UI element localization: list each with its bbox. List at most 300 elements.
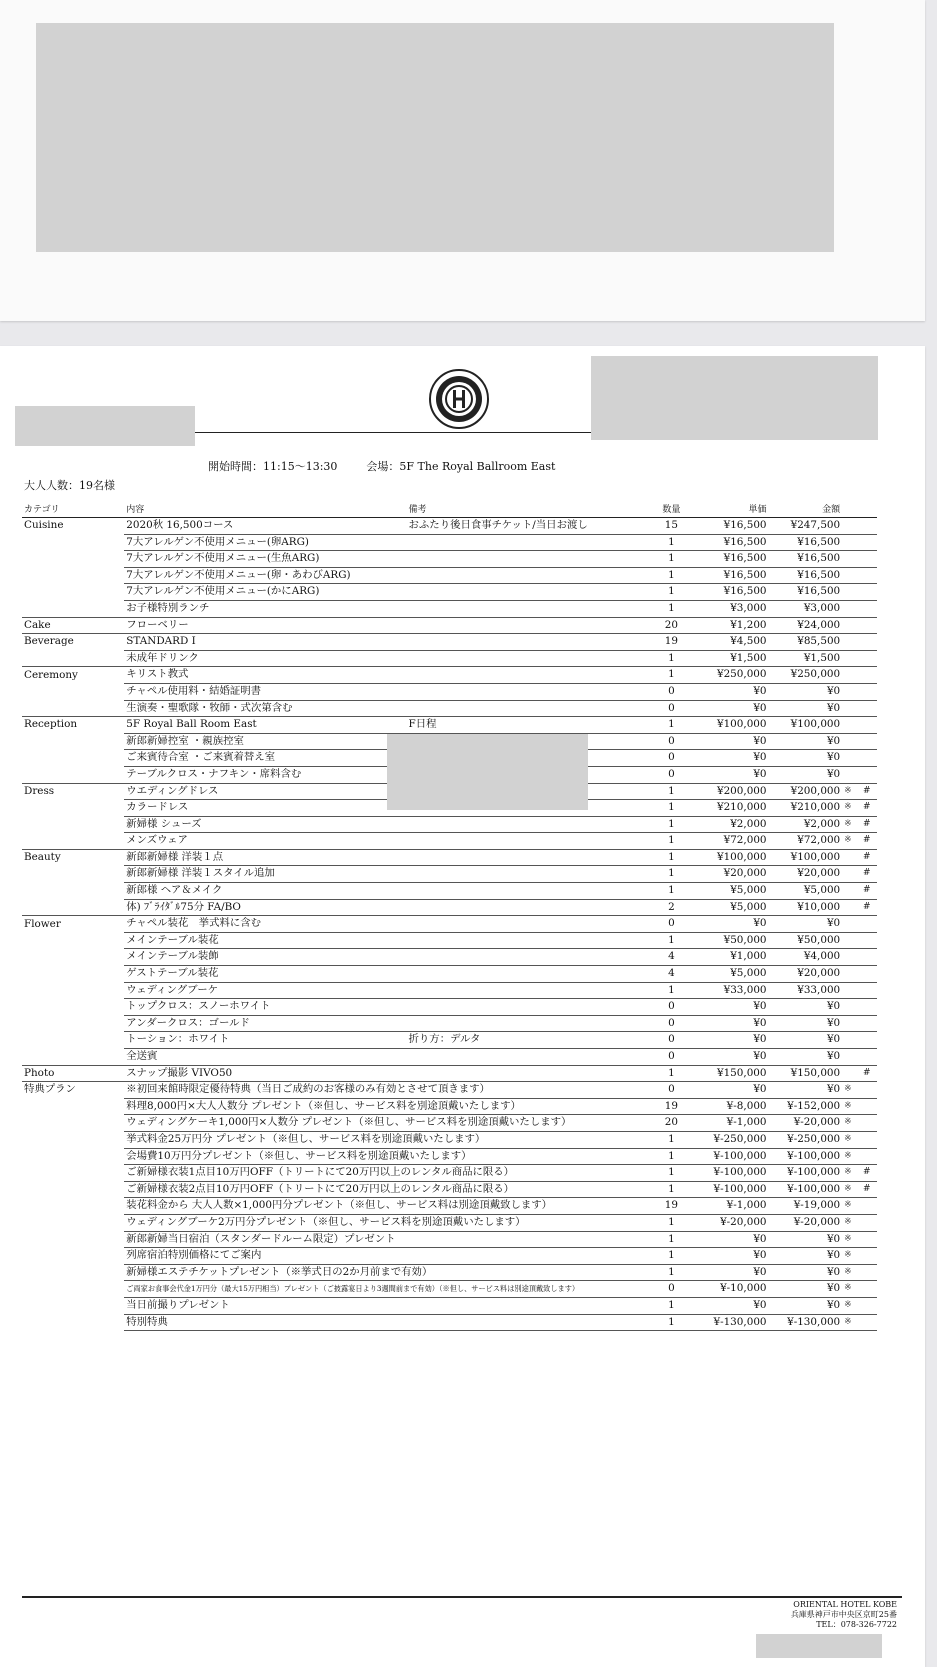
- amount-cell: ¥16,500: [769, 584, 843, 601]
- note-cell: [407, 567, 659, 584]
- mark-cell: [842, 584, 856, 601]
- mark-cell: [842, 567, 856, 584]
- item-cell: ゲストテーブル装花: [124, 966, 406, 983]
- hash-cell: #: [856, 883, 877, 900]
- note-cell: おふたり後日食事チケット/当日お渡し: [407, 518, 659, 535]
- note-cell: [407, 1015, 659, 1032]
- hotel-tel: TEL：078-326-7722: [816, 1620, 897, 1629]
- note-cell: [407, 617, 659, 634]
- qty-cell: 0: [658, 999, 685, 1016]
- note-cell: [407, 584, 659, 601]
- item-cell: ご新婦様衣装2点目10万円OFF（トリートにて20万円以上のレンタル商品に限る）: [124, 1181, 406, 1198]
- qty-cell: 0: [658, 766, 685, 783]
- unit-price-cell: ¥3,000: [685, 600, 769, 617]
- amount-cell: ¥0: [769, 1248, 843, 1265]
- table-row: [22, 949, 877, 966]
- amount-cell: ¥200,000: [769, 783, 843, 800]
- invoice-table: [22, 503, 877, 1331]
- amount-cell: ¥0: [769, 1015, 843, 1032]
- note-cell: [407, 551, 659, 568]
- unit-price-cell: ¥0: [685, 1264, 769, 1281]
- category-cell: [22, 733, 124, 750]
- item-cell: 新郎様 ヘア＆メイク: [124, 883, 406, 900]
- qty-cell: 1: [658, 816, 685, 833]
- hash-cell: #: [856, 833, 877, 850]
- qty-cell: 1: [658, 667, 685, 684]
- mark-cell: ※: [842, 1297, 856, 1314]
- table-row: [22, 1032, 877, 1049]
- item-cell: 会場費10万円分プレゼント（※但し、サービス料を別途頂戴いたします）: [124, 1148, 406, 1165]
- mark-cell: [842, 650, 856, 667]
- table-row: [22, 1214, 877, 1231]
- item-cell: トーション：ホワイト: [124, 1032, 406, 1049]
- note-cell: [407, 899, 659, 916]
- unit-price-cell: ¥0: [685, 1049, 769, 1066]
- unit-price-cell: ¥0: [685, 1082, 769, 1099]
- amount-cell: ¥210,000: [769, 800, 843, 817]
- note-cell: [407, 667, 659, 684]
- mark-cell: ※: [842, 1214, 856, 1231]
- amount-cell: ¥50,000: [769, 932, 843, 949]
- unit-price-cell: ¥0: [685, 683, 769, 700]
- table-header: [22, 503, 877, 518]
- qty-cell: 0: [658, 1281, 685, 1298]
- category-cell: Cuisine: [22, 518, 124, 535]
- qty-cell: 4: [658, 966, 685, 983]
- unit-price-cell: ¥-100,000: [685, 1148, 769, 1165]
- unit-price-cell: ¥0: [685, 999, 769, 1016]
- amount-cell: ¥33,000: [769, 982, 843, 999]
- qty-cell: 1: [658, 1297, 685, 1314]
- amount-cell: ¥24,000: [769, 617, 843, 634]
- qty-cell: 0: [658, 733, 685, 750]
- item-cell: 7大アレルゲン不使用メニュー(卵ARG): [124, 534, 406, 551]
- hotel-name: ORIENTAL HOTEL KOBE: [793, 1600, 897, 1609]
- qty-cell: 20: [658, 1115, 685, 1132]
- qty-cell: 1: [658, 883, 685, 900]
- item-cell: 新婦様 シューズ: [124, 816, 406, 833]
- item-cell: STANDARD I: [124, 634, 406, 651]
- item-cell: メインテーブル装花: [124, 932, 406, 949]
- qty-cell: 1: [658, 932, 685, 949]
- category-cell: [22, 816, 124, 833]
- amount-cell: ¥3,000: [769, 600, 843, 617]
- hash-cell: [856, 932, 877, 949]
- unit-price-cell: ¥16,500: [685, 518, 769, 535]
- qty-cell: 0: [658, 683, 685, 700]
- note-cell: [407, 534, 659, 551]
- mark-cell: [842, 866, 856, 883]
- hash-cell: [856, 1281, 877, 1298]
- category-cell: [22, 932, 124, 949]
- mark-cell: [842, 667, 856, 684]
- item-cell: テーブルクロス・ナフキン・席料含む: [124, 766, 406, 783]
- hash-cell: [856, 1032, 877, 1049]
- item-cell: 料理8,000円×大人人数分 プレゼント（※但し、サービス料を別途頂戴いたします）: [124, 1098, 406, 1115]
- unit-price-cell: ¥100,000: [685, 849, 769, 866]
- amount-cell: ¥20,000: [769, 866, 843, 883]
- qty-cell: 0: [658, 1032, 685, 1049]
- category-cell: Reception: [22, 717, 124, 734]
- note-cell: [407, 916, 659, 933]
- category-cell: [22, 1314, 124, 1331]
- category-cell: [22, 1032, 124, 1049]
- hash-cell: [856, 1314, 877, 1331]
- note-cell: [407, 1049, 659, 1066]
- redacted-footer: [756, 1634, 882, 1658]
- mark-cell: [842, 1065, 856, 1082]
- item-cell: ご新婦様衣装1点目10万円OFF（トリートにて20万円以上のレンタル商品に限る）: [124, 1165, 406, 1182]
- table-row: [22, 1314, 877, 1331]
- mark-cell: [842, 600, 856, 617]
- unit-price-cell: ¥16,500: [685, 551, 769, 568]
- unit-price-cell: ¥2,000: [685, 816, 769, 833]
- note-cell: F日程: [407, 717, 659, 734]
- qty-cell: 0: [658, 750, 685, 767]
- amount-cell: ¥85,500: [769, 634, 843, 651]
- item-cell: 挙式料金25万円分 プレゼント（※但し、サービス料を別途頂戴いたします）: [124, 1131, 406, 1148]
- amount-cell: ¥16,500: [769, 551, 843, 568]
- item-cell: 全送賓: [124, 1049, 406, 1066]
- qty-cell: 1: [658, 1214, 685, 1231]
- unit-price-cell: ¥0: [685, 1248, 769, 1265]
- item-cell: お子様特別ランチ: [124, 600, 406, 617]
- unit-price-cell: ¥16,500: [685, 534, 769, 551]
- qty-cell: 1: [658, 584, 685, 601]
- table-row: [22, 1082, 877, 1099]
- unit-price-cell: ¥5,000: [685, 883, 769, 900]
- qty-cell: 1: [658, 1131, 685, 1148]
- unit-price-cell: ¥200,000: [685, 783, 769, 800]
- unit-price-cell: ¥0: [685, 766, 769, 783]
- hash-cell: [856, 1198, 877, 1215]
- category-cell: [22, 1248, 124, 1265]
- column-header: 備考: [407, 503, 659, 518]
- hash-cell: [856, 1148, 877, 1165]
- mark-cell: [842, 717, 856, 734]
- qty-cell: 1: [658, 1165, 685, 1182]
- qty-cell: 1: [658, 567, 685, 584]
- amount-cell: ¥0: [769, 1281, 843, 1298]
- qty-cell: 1: [658, 982, 685, 999]
- mark-cell: ※: [842, 1165, 856, 1182]
- item-cell: 未成年ドリンク: [124, 650, 406, 667]
- table-row: [22, 1181, 877, 1198]
- qty-cell: 1: [658, 800, 685, 817]
- note-cell: [407, 1065, 659, 1082]
- mark-cell: [842, 518, 856, 535]
- item-cell: 5F Royal Ball Room East: [124, 717, 406, 734]
- redacted-note: [387, 734, 588, 810]
- category-cell: Ceremony: [22, 667, 124, 684]
- qty-cell: 20: [658, 617, 685, 634]
- unit-price-cell: ¥250,000: [685, 667, 769, 684]
- note-cell: [407, 883, 659, 900]
- category-cell: [22, 1015, 124, 1032]
- amount-cell: ¥0: [769, 700, 843, 717]
- amount-cell: ¥-19,000: [769, 1198, 843, 1215]
- category-cell: Beverage: [22, 634, 124, 651]
- hash-cell: [856, 1082, 877, 1099]
- mark-cell: ※: [842, 833, 856, 850]
- item-cell: 生演奏・聖歌隊・牧師・式次第含む: [124, 700, 406, 717]
- note-cell: [407, 683, 659, 700]
- hash-cell: [856, 949, 877, 966]
- category-cell: [22, 1165, 124, 1182]
- table-row: [22, 667, 877, 684]
- item-cell: 新郎新婦当日宿泊（スタンダードルーム限定）プレゼント: [124, 1231, 406, 1248]
- mark-cell: [842, 1032, 856, 1049]
- qty-cell: 2: [658, 899, 685, 916]
- table-row: [22, 932, 877, 949]
- table-row: [22, 534, 877, 551]
- amount-cell: ¥10,000: [769, 899, 843, 916]
- amount-cell: ¥100,000: [769, 717, 843, 734]
- mark-cell: ※: [842, 1131, 856, 1148]
- amount-cell: ¥100,000: [769, 849, 843, 866]
- amount-cell: ¥0: [769, 733, 843, 750]
- spacer-cell: [842, 503, 856, 518]
- note-cell: [407, 932, 659, 949]
- mark-cell: ※: [842, 1181, 856, 1198]
- table-row: [22, 1198, 877, 1215]
- category-cell: [22, 949, 124, 966]
- amount-cell: ¥0: [769, 1297, 843, 1314]
- category-cell: [22, 1231, 124, 1248]
- item-cell: トップクロス：スノーホワイト: [124, 999, 406, 1016]
- category-cell: [22, 700, 124, 717]
- item-cell: 7大アレルゲン不使用メニュー(生魚ARG): [124, 551, 406, 568]
- table-row: [22, 1015, 877, 1032]
- item-cell: キリスト教式: [124, 667, 406, 684]
- amount-cell: ¥0: [769, 750, 843, 767]
- qty-cell: 19: [658, 634, 685, 651]
- mark-cell: ※: [842, 1148, 856, 1165]
- table-row: [22, 982, 877, 999]
- category-cell: [22, 999, 124, 1016]
- amount-cell: ¥20,000: [769, 966, 843, 983]
- mark-cell: [842, 1049, 856, 1066]
- category-cell: 特典プラン: [22, 1082, 124, 1099]
- qty-cell: 0: [658, 1049, 685, 1066]
- mark-cell: ※: [842, 783, 856, 800]
- item-cell: 列席宿泊特別価格にてご案内: [124, 1248, 406, 1265]
- item-cell: アンダークロス：ゴールド: [124, 1015, 406, 1032]
- hash-cell: #: [856, 1165, 877, 1182]
- unit-price-cell: ¥0: [685, 700, 769, 717]
- redacted-client-name: [15, 406, 195, 446]
- table-row: [22, 833, 877, 850]
- unit-price-cell: ¥1,000: [685, 949, 769, 966]
- category-cell: [22, 899, 124, 916]
- note-cell: [407, 816, 659, 833]
- unit-price-cell: ¥50,000: [685, 932, 769, 949]
- item-cell: メインテーブル装飾: [124, 949, 406, 966]
- hash-cell: #: [856, 849, 877, 866]
- item-cell: ※初回来館時限定優待特典（当日ご成約のお客様のみ有効とさせて頂きます）: [124, 1082, 406, 1099]
- table-row: [22, 650, 877, 667]
- qty-cell: 0: [658, 1015, 685, 1032]
- amount-cell: ¥5,000: [769, 883, 843, 900]
- hash-cell: [856, 567, 877, 584]
- item-cell: チャペル使用料・結婚証明書: [124, 683, 406, 700]
- note-cell: [407, 700, 659, 717]
- unit-price-cell: ¥5,000: [685, 966, 769, 983]
- redacted-header-right: [591, 356, 878, 440]
- mark-cell: ※: [842, 1264, 856, 1281]
- table-row: [22, 1231, 877, 1248]
- category-cell: Dress: [22, 783, 124, 800]
- item-cell: 当日前撮りプレゼント: [124, 1297, 406, 1314]
- column-header: 内容: [124, 503, 406, 518]
- amount-cell: ¥0: [769, 1264, 843, 1281]
- qty-cell: 15: [658, 518, 685, 535]
- category-cell: [22, 766, 124, 783]
- mark-cell: ※: [842, 1115, 856, 1132]
- category-cell: [22, 683, 124, 700]
- page-1: [0, 0, 925, 321]
- qty-cell: 1: [658, 534, 685, 551]
- unit-price-cell: ¥-20,000: [685, 1214, 769, 1231]
- category-cell: [22, 534, 124, 551]
- amount-cell: ¥0: [769, 999, 843, 1016]
- category-cell: [22, 1297, 124, 1314]
- category-cell: [22, 750, 124, 767]
- amount-cell: ¥-100,000: [769, 1148, 843, 1165]
- mark-cell: [842, 949, 856, 966]
- hash-cell: [856, 1231, 877, 1248]
- hash-cell: [856, 518, 877, 535]
- unit-price-cell: ¥-100,000: [685, 1181, 769, 1198]
- mark-cell: [842, 683, 856, 700]
- category-cell: [22, 650, 124, 667]
- note-cell: [407, 866, 659, 883]
- column-header: 金額: [769, 503, 843, 518]
- mark-cell: [842, 700, 856, 717]
- qty-cell: 1: [658, 1065, 685, 1082]
- mark-cell: ※: [842, 1231, 856, 1248]
- unit-price-cell: ¥72,000: [685, 833, 769, 850]
- table-row: [22, 717, 877, 734]
- invoice-page: [0, 346, 925, 1667]
- qty-cell: 1: [658, 783, 685, 800]
- mark-cell: ※: [842, 800, 856, 817]
- hash-cell: [856, 1131, 877, 1148]
- item-cell: 新郎新婦控室 ・親族控室: [124, 733, 406, 750]
- item-cell: カラードレス: [124, 800, 406, 817]
- category-cell: Cake: [22, 617, 124, 634]
- category-cell: [22, 600, 124, 617]
- amount-cell: ¥150,000: [769, 1065, 843, 1082]
- mark-cell: [842, 932, 856, 949]
- table-row: [22, 518, 877, 535]
- note-cell: [407, 1297, 659, 1314]
- category-cell: [22, 1281, 124, 1298]
- category-cell: [22, 1198, 124, 1215]
- note-cell: [407, 949, 659, 966]
- unit-price-cell: ¥-100,000: [685, 1165, 769, 1182]
- hash-cell: #: [856, 800, 877, 817]
- mark-cell: ※: [842, 816, 856, 833]
- note-cell: [407, 982, 659, 999]
- unit-price-cell: ¥16,500: [685, 584, 769, 601]
- category-cell: [22, 1214, 124, 1231]
- unit-price-cell: ¥0: [685, 733, 769, 750]
- mark-cell: [842, 899, 856, 916]
- amount-cell: ¥0: [769, 683, 843, 700]
- unit-price-cell: ¥-1,000: [685, 1115, 769, 1132]
- hotel-street: 兵庫県神戸市中央区京町25番: [790, 1610, 897, 1619]
- unit-price-cell: ¥-8,000: [685, 1098, 769, 1115]
- qty-cell: 0: [658, 1082, 685, 1099]
- unit-price-cell: ¥0: [685, 1231, 769, 1248]
- qty-cell: 19: [658, 1198, 685, 1215]
- mark-cell: [842, 551, 856, 568]
- unit-price-cell: ¥210,000: [685, 800, 769, 817]
- amount-cell: ¥0: [769, 1032, 843, 1049]
- table-row: [22, 617, 877, 634]
- hash-cell: #: [856, 816, 877, 833]
- mark-cell: [842, 916, 856, 933]
- category-cell: [22, 1131, 124, 1148]
- hotel-logo-icon: [428, 368, 490, 430]
- table-row: [22, 1264, 877, 1281]
- item-cell: ウェディングブーケ2万円分プレゼント（※但し、サービス料を別途頂戴いたします）: [124, 1214, 406, 1231]
- table-row: [22, 634, 877, 651]
- note-cell: [407, 1314, 659, 1331]
- item-cell: ご両家お食事会代金1万円分（最大15万円相当）プレゼント（ご披露宴日より3週間前まで有効）（※但し、サービス料は別途頂戴致します）: [124, 1281, 406, 1298]
- qty-cell: 1: [658, 849, 685, 866]
- hash-cell: [856, 1264, 877, 1281]
- hash-cell: [856, 1297, 877, 1314]
- qty-cell: 1: [658, 551, 685, 568]
- table-row: [22, 999, 877, 1016]
- unit-price-cell: ¥4,500: [685, 634, 769, 651]
- amount-cell: ¥-20,000: [769, 1115, 843, 1132]
- table-row: [22, 866, 877, 883]
- table-row: [22, 700, 877, 717]
- amount-cell: ¥0: [769, 916, 843, 933]
- hash-cell: [856, 534, 877, 551]
- qty-cell: 1: [658, 650, 685, 667]
- mark-cell: ※: [842, 1248, 856, 1265]
- amount-cell: ¥0: [769, 766, 843, 783]
- mark-cell: ※: [842, 1281, 856, 1298]
- hash-cell: #: [856, 866, 877, 883]
- mark-cell: [842, 982, 856, 999]
- qty-cell: 0: [658, 916, 685, 933]
- hash-cell: #: [856, 1065, 877, 1082]
- table-row: [22, 966, 877, 983]
- qty-cell: 1: [658, 1314, 685, 1331]
- category-cell: [22, 866, 124, 883]
- hash-cell: [856, 733, 877, 750]
- note-cell: 折り方：デルタ: [407, 1032, 659, 1049]
- amount-cell: ¥0: [769, 1231, 843, 1248]
- amount-cell: ¥-20,000: [769, 1214, 843, 1231]
- event-meta: [208, 458, 555, 474]
- item-cell: スナップ撮影 VIVO50: [124, 1065, 406, 1082]
- note-cell: [407, 1231, 659, 1248]
- amount-cell: ¥0: [769, 1049, 843, 1066]
- unit-price-cell: ¥0: [685, 1297, 769, 1314]
- note-cell: [407, 999, 659, 1016]
- start-time: 開始時間：11:15～13:30: [208, 460, 338, 473]
- category-cell: [22, 1115, 124, 1132]
- category-cell: [22, 1181, 124, 1198]
- unit-price-cell: ¥1,500: [685, 650, 769, 667]
- qty-cell: 4: [658, 949, 685, 966]
